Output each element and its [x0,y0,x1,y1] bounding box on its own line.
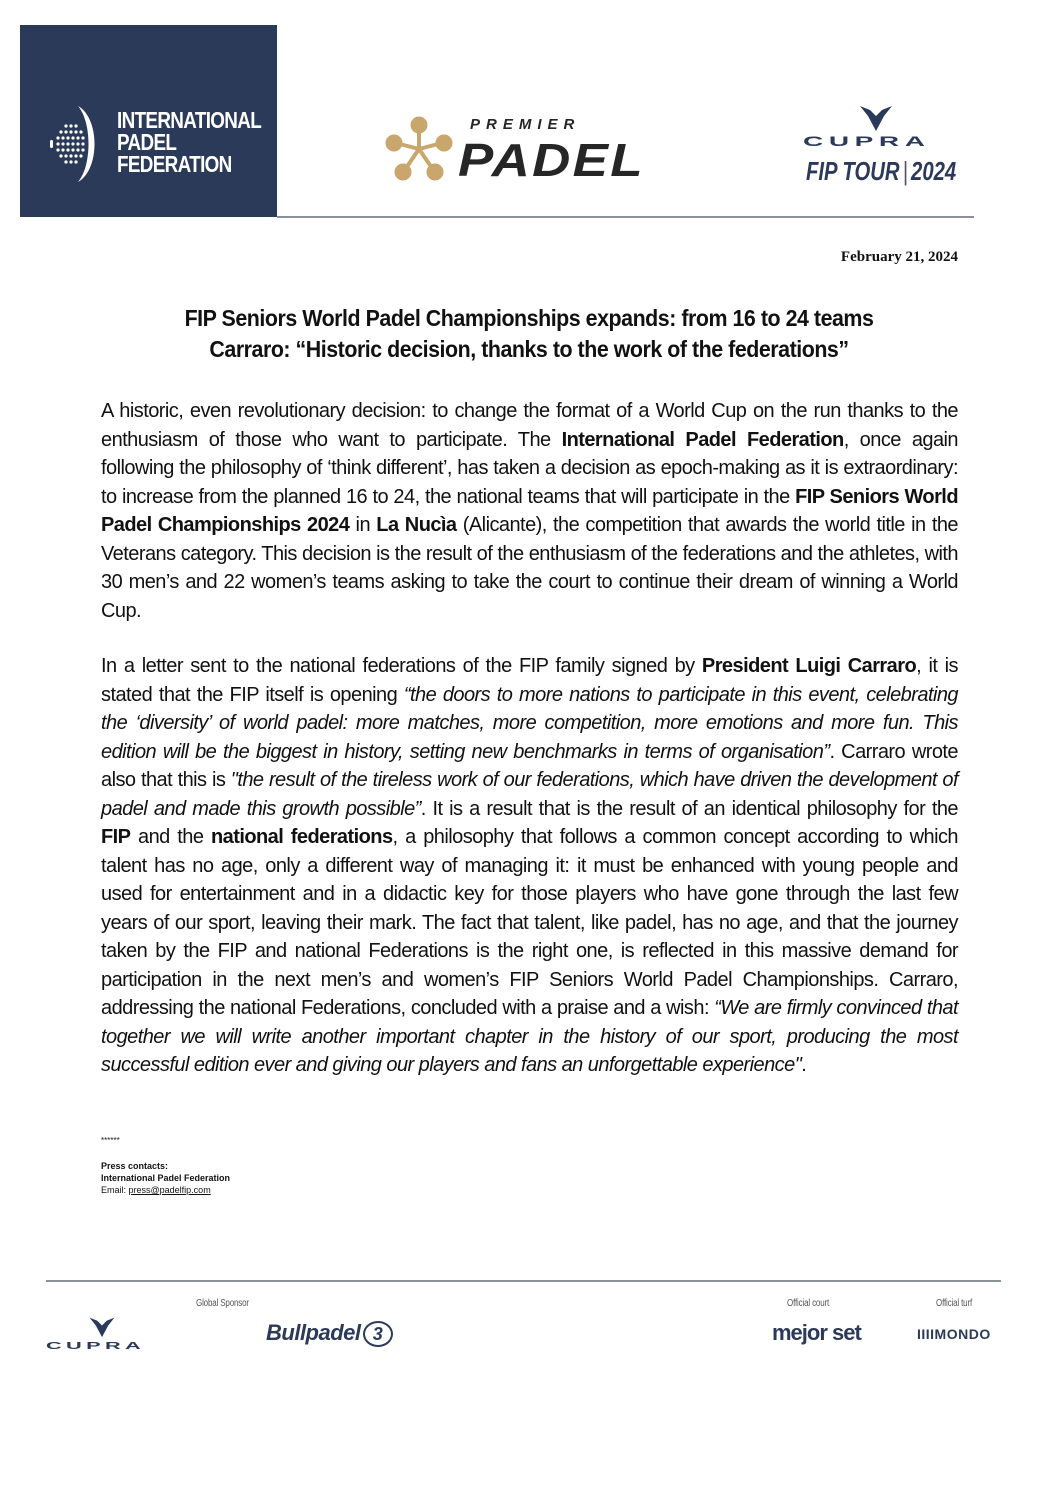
cupra-wordmark: CUPRA [803,134,931,150]
mondo-logo: IIIIMONDO [917,1326,991,1342]
press-email-row [101,1184,230,1196]
press-heading: Press contacts: [101,1161,169,1171]
padel-racket-icon [48,104,104,184]
quote-1: “the doors to more nations to participate in this event, celebrating the ‘diversity’ of world padel: more matches, more competition, more emotions and more fun. This edition will be the biggest in history, setting new benchmarks in terms of organisation” [101,683,958,763]
paragraph-1 [101,397,958,625]
official-court-label: Official court [787,1298,830,1309]
paragraph-2-text: , it is stated that the FIP itself is opening [101,655,958,706]
fip-tour-label: FIP TOUR [806,156,900,186]
paragraph-2-text: . [801,1054,807,1076]
bold-la-nucia: La Nucìa [376,514,457,536]
headline: FIP Seniors World Padel Championships expands: from 16 to 24 teams [184,305,874,331]
bullpadel-3-icon: 3 [363,1321,393,1347]
fip-logo-line-1: INTERNATIONAL [117,107,262,133]
fip-tour-year: 2024 [911,156,957,186]
bold-fip: FIP [101,826,131,848]
paragraph-1-text: (Alicante), the competition that awards the world title in the Veterans category. This decision is the result of the enthusiasm of the federations and the athletes, with 30 men’s and 22 women’s teams asking to take the court to continue their dream of winning a World Cup. [101,514,959,622]
fip-logo-text [117,109,261,175]
paragraph-1-text: A historic, even revolutionary decision: to change the format of a World Cup on the run thanks to the enthusiasm of those who want to participate. The [101,400,958,451]
footer-cupra-wordmark: CUPRA [46,1340,146,1352]
paragraph-1-text: in [349,514,377,536]
subheadline: Carraro: “Historic decision, thanks to the work of the federations” [209,336,849,362]
bullpadel-logo [266,1320,393,1347]
bullpadel-wordmark: Bullpadel [266,1320,361,1345]
bold-president-name: President Luigi Carraro [701,655,917,677]
fip-tour-text [806,156,956,187]
quote-2: "the result of the tireless work of our federations, which have driven the development of padel and made this growth possible” [101,769,958,820]
bold-championships-name: FIP Seniors World Padel Championships 2024 [101,485,958,536]
press-release-date: February 21, 2024 [840,249,958,265]
paragraph-1-text: , once again following the philosophy of ‘think different’, has taken a decision as epoch-making as it is extraordinary: to increase from the planned 16 to 24, the national teams that will participate in the [101,428,959,508]
section-separator: ****** [101,1136,120,1145]
mejorset-logo: mejor set [772,1320,861,1345]
quote-3: “We are firmly convinced that together we will write another important chapter in the history of our sport, producing the most successful edition ever and giving our players and fans an unforgettable experience" [101,997,958,1076]
bold-international-padel-federation: International Padel Federation [561,428,844,451]
header-divider [277,216,974,218]
premier-padel-star-icon [384,116,454,182]
paragraph-2-text: In a letter sent to the national federations of the FIP family signed by [101,655,702,677]
paragraph-2-text: , a philosophy that follows a common concept according to which talent has no age, only a different way of managing it: it must be enhanced with young people and used for entertainment and in a didactic key for those players who have gone through the last few years of our sport, leaving their mark. The fact that talent, like padel, has no age, and that the journey taken by the FIP and national Federations is the right one, is reflected in this massive demand for participation in the next men’s and women’s FIP Seniors World Padel Championships. Carraro, addressing the national Federations, concluded with a praise and a wish: [101,826,958,1019]
premier-padel-premier-text: PREMIER [470,116,581,133]
official-turf-label: Official turf [936,1298,973,1309]
cupra-tribal-icon [858,104,894,132]
fip-tour-separator: | [902,156,908,186]
email-link[interactable]: press@padelfip.com [128,1185,211,1195]
footer-cupra-tribal-icon [88,1316,116,1338]
email-label: Email: [101,1185,129,1195]
fip-logo-line-3: FEDERATION [117,151,232,177]
press-contacts [101,1160,230,1196]
premier-padel-main-text: PADEL [458,134,645,186]
paragraph-2-text: and the [130,826,211,848]
paragraph-2 [101,652,958,1080]
paragraph-2-text: . Carraro wrote also that this is [101,740,958,791]
global-sponsor-label: Global Sponsor [196,1298,249,1309]
bold-national-federations: national federations [210,826,393,848]
paragraph-2-text: . It is a result that is the result of an identical philosophy for the [420,797,958,820]
fip-logo-line-2: PADEL [117,129,177,155]
press-org: International Padel Federation [101,1173,231,1183]
footer-divider [46,1280,1001,1282]
